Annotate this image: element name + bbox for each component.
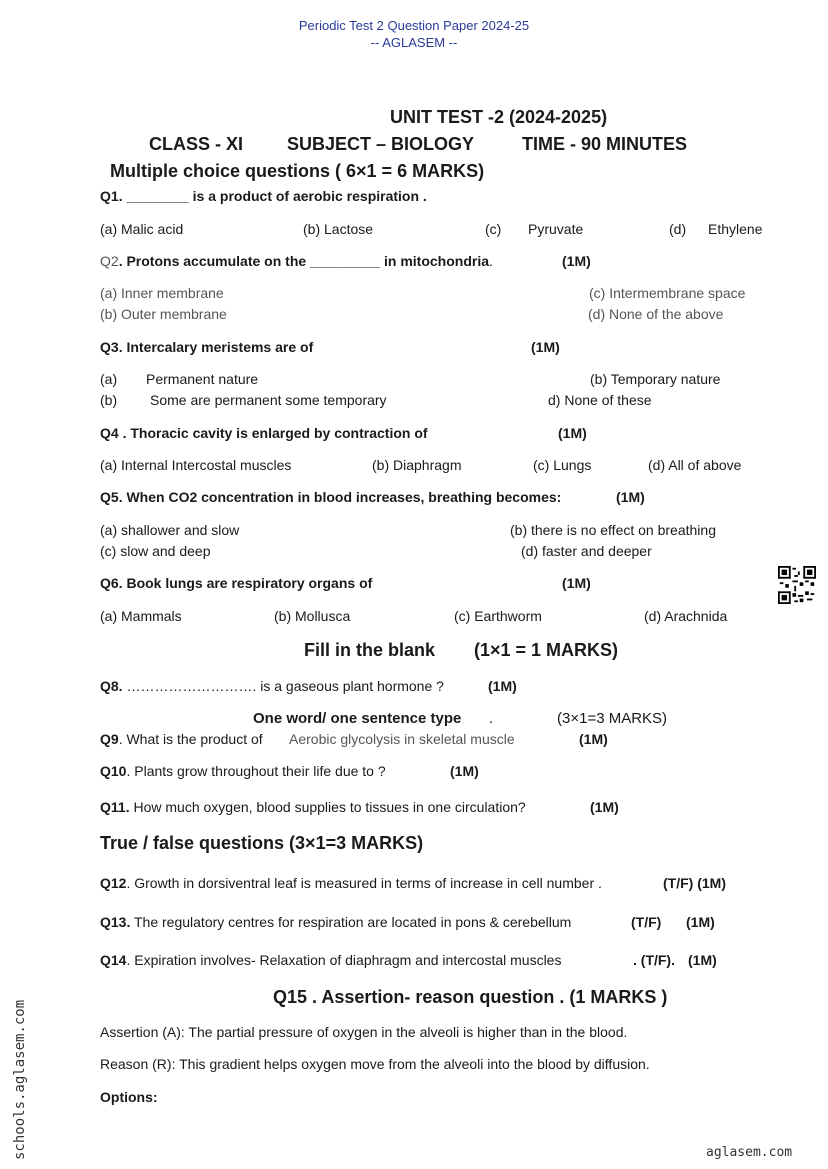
- q1-opt-b: (b) Lactose: [303, 221, 374, 237]
- q11-num: Q11.: [100, 799, 130, 815]
- q2-num: Q2: [100, 253, 119, 269]
- q4-opt-c: (c) Lungs: [533, 457, 592, 473]
- q3-opt-a: Permanent nature: [146, 371, 259, 387]
- q1-opt-c: Pyruvate: [528, 221, 584, 237]
- q2-marks: (1M): [562, 253, 591, 269]
- q4-num: Q4: [100, 425, 119, 441]
- q2-opt-d: (d) None of the above: [588, 306, 724, 322]
- q6-opt-b: (b) Mollusca: [274, 608, 351, 624]
- q14-marks: (1M): [688, 952, 717, 968]
- q5-opt-d: (d) faster and deeper: [521, 543, 652, 559]
- q1-opt-a: (a) Malic acid: [100, 221, 184, 237]
- qr-code-icon: [778, 566, 816, 604]
- q5-opt-a: (a) shallower and slow: [100, 522, 240, 538]
- q5-opt-b: (b) there is no effect on breathing: [510, 522, 716, 538]
- q12-text: . Growth in dorsiventral leaf is measured in terms of increase in cell number .: [126, 875, 602, 891]
- q3-opt-a-label: (a): [100, 371, 118, 387]
- q6-opt-a: (a) Mammals: [100, 608, 182, 624]
- q14: [100, 952, 561, 968]
- q10: [100, 763, 386, 779]
- header-line-1: Periodic Test 2 Question Paper 2024-25: [298, 18, 530, 33]
- q5-opt-c: (c) slow and deep: [100, 543, 211, 559]
- q12-num: Q12: [100, 875, 127, 891]
- q3: [100, 339, 313, 355]
- footer-url: aglasem.com: [706, 1145, 793, 1160]
- q3-opt-c: Some are permanent some temporary: [150, 392, 387, 408]
- q11-marks: (1M): [590, 799, 619, 815]
- q4: [100, 425, 428, 441]
- mcq-heading: Multiple choice questions ( 6×1 = 6 MARKS): [110, 161, 485, 181]
- q9: [100, 731, 263, 747]
- one-word-heading: One word/ one sentence type: [253, 710, 462, 727]
- q5: [100, 489, 561, 505]
- ar-options-label: Options:: [100, 1089, 158, 1105]
- q9-text: . What is the product of: [118, 731, 263, 747]
- q8-num: Q8.: [100, 678, 123, 694]
- q2-text: . Protons accumulate on the _________ in mitochondria: [118, 253, 490, 269]
- q1-opt-d-label: (d): [669, 221, 687, 237]
- q1-opt-c-label: (c): [485, 221, 502, 237]
- q4-opt-d: (d) All of above: [648, 457, 742, 473]
- one-word-heading-marks: (3×1=3 MARKS): [557, 710, 668, 727]
- q8-text: ………………………. is a gaseous plant hormone ?: [122, 678, 444, 694]
- q3-opt-b: (b) Temporary nature: [590, 371, 721, 387]
- side-watermark: schools.aglasem.com: [12, 999, 28, 1160]
- tf-heading: True / false questions (3×1=3 MARKS): [100, 833, 424, 853]
- q1: [100, 188, 427, 204]
- q12: [100, 875, 602, 891]
- exam-subject: SUBJECT – BIOLOGY: [287, 134, 475, 154]
- q14-text: . Expiration involves- Relaxation of diaphragm and intercostal muscles: [126, 952, 562, 968]
- q14-num: Q14: [100, 952, 127, 968]
- fill-heading: Fill in the blank: [304, 640, 436, 660]
- q3-marks: (1M): [531, 339, 560, 355]
- q11-text: How much oxygen, blood supplies to tissues in one circulation?: [129, 799, 526, 815]
- q14-tf: . (T/F).: [633, 952, 675, 968]
- q1-text: . ________ is a product of aerobic respiration .: [118, 188, 427, 204]
- q13: [100, 914, 571, 930]
- q12-marks: (T/F) (1M): [663, 875, 726, 891]
- q4-opt-b: (b) Diaphragm: [372, 457, 462, 473]
- q3-num: Q3: [100, 339, 119, 355]
- q5-text: . When CO2 concentration in blood increases, breathing becomes:: [118, 489, 562, 505]
- fill-heading-marks: (1×1 = 1 MARKS): [474, 640, 619, 660]
- q10-text: . Plants grow throughout their life due to ?: [126, 763, 386, 779]
- q9-text-2: Aerobic glycolysis in skeletal muscle: [289, 731, 515, 747]
- q6: [100, 575, 372, 591]
- ar-reason: Reason (R): This gradient helps oxygen move from the alveoli into the blood by diffusion.: [100, 1056, 650, 1072]
- q3-opt-d: d) None of these: [548, 392, 652, 408]
- q13-marks: (1M): [686, 914, 715, 930]
- q2-opt-c: (c) Intermembrane space: [589, 285, 746, 301]
- q5-marks: (1M): [616, 489, 645, 505]
- q3-text: . Intercalary meristems are of: [118, 339, 314, 355]
- q2-dot: .: [489, 253, 493, 269]
- q1-opt-d: Ethylene: [708, 221, 763, 237]
- q10-num: Q10: [100, 763, 127, 779]
- q9-marks: (1M): [579, 731, 608, 747]
- q6-opt-d: (d) Arachnida: [644, 608, 728, 624]
- one-word-dot: .: [489, 710, 494, 727]
- exam-class: CLASS - XI: [149, 134, 244, 154]
- q8: [100, 678, 444, 694]
- q13-num: Q13.: [100, 914, 131, 930]
- ar-assertion: Assertion (A): The partial pressure of oxygen in the alveoli is higher than in the blood.: [100, 1024, 628, 1040]
- exam-title: UNIT TEST -2 (2024-2025): [390, 107, 608, 127]
- q1-num: Q1: [100, 188, 119, 204]
- q8-marks: (1M): [488, 678, 517, 694]
- q9-num: Q9: [100, 731, 119, 747]
- q13-text: The regulatory centres for respiration are located in pons & cerebellum: [130, 914, 572, 930]
- q6-opt-c: (c) Earthworm: [454, 608, 542, 624]
- q4-opt-a: (a) Internal Intercostal muscles: [100, 457, 292, 473]
- q13-tf: (T/F): [631, 914, 662, 930]
- q5-num: Q5: [100, 489, 119, 505]
- q10-marks: (1M): [450, 763, 479, 779]
- q4-marks: (1M): [558, 425, 587, 441]
- q3-opt-c-label: (b): [100, 392, 118, 408]
- header-line-2: -- AGLASEM --: [370, 35, 458, 50]
- q2: [100, 253, 493, 269]
- q4-text: . Thoracic cavity is enlarged by contraction of: [118, 425, 428, 441]
- q6-marks: (1M): [562, 575, 591, 591]
- q2-opt-b: (b) Outer membrane: [100, 306, 227, 322]
- q6-text: Q6. Book lungs are respiratory organs of: [100, 575, 373, 591]
- q11: [100, 799, 526, 815]
- exam-time: TIME - 90 MINUTES: [522, 134, 688, 154]
- ar-heading: Q15 . Assertion- reason question . (1 MARKS ): [273, 987, 668, 1007]
- q2-opt-a: (a) Inner membrane: [100, 285, 224, 301]
